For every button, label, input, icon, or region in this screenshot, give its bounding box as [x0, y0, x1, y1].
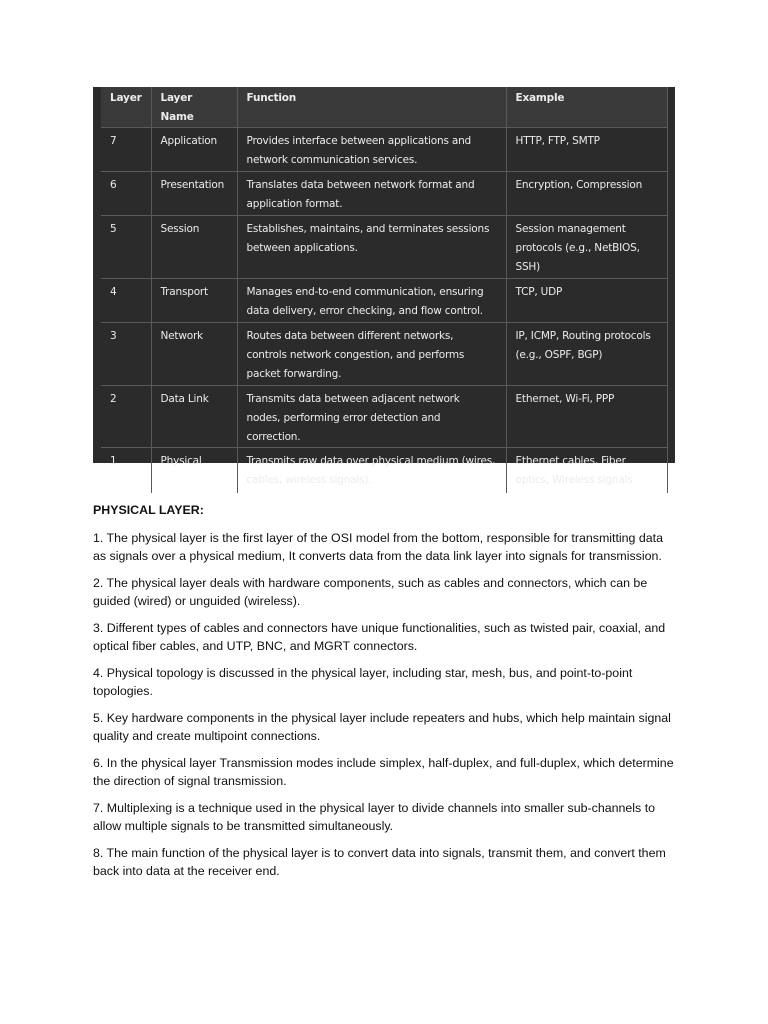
- header-example: Example: [506, 87, 667, 128]
- cell-layer-name: Data Link: [151, 386, 237, 448]
- cell-function: Translates data between network format and application format.: [237, 172, 506, 216]
- cell-example: TCP, UDP: [506, 279, 667, 323]
- cell-layer: 2: [101, 386, 151, 448]
- table-row: [101, 448, 667, 494]
- cell-layer: 5: [101, 216, 151, 279]
- cell-layer-name: Physical: [151, 448, 237, 494]
- cell-example: HTTP, FTP, SMTP: [506, 128, 667, 172]
- osi-layer-table: [101, 87, 668, 493]
- list-item: 8. The main function of the physical layer is to convert data into signals, transmit them, and convert them back into data at the receiver end.: [93, 846, 666, 878]
- list-item: 7. Multiplexing is a technique used in the physical layer to divide channels into smaller sub-channels to allow multiple signals to be transmitted simultaneously.: [93, 801, 656, 833]
- section-heading: PHYSICAL LAYER:: [93, 503, 204, 517]
- header-layer-name: Layer Name: [151, 87, 237, 128]
- cell-function: Manages end-to-end communication, ensuring data delivery, error checking, and flow control.: [237, 279, 506, 323]
- header-function: Function: [237, 87, 506, 128]
- list-item: 4. Physical topology is discussed in the physical layer, including star, mesh, bus, and point-to-point topologies.: [93, 666, 633, 698]
- cell-layer-name: Session: [151, 216, 237, 279]
- list-item: 2. The physical layer deals with hardware components, such as cables and connectors, which can be guided (wired) or unguided (wireless).: [93, 576, 648, 608]
- header-layer: Layer: [101, 87, 151, 128]
- table-row: [101, 172, 667, 216]
- list-item: 3. Different types of cables and connectors have unique functionalities, such as twisted pair, coaxial, and optical fiber cables, and UTP, BNC, and MGRT connectors.: [93, 621, 666, 653]
- cell-function: Routes data between different networks, controls network congestion, and performs packet forwarding.: [237, 323, 506, 386]
- cell-example: IP, ICMP, Routing protocols (e.g., OSPF, BGP): [506, 323, 667, 386]
- table-row: [101, 128, 667, 172]
- table-row: [101, 323, 667, 386]
- cell-layer: 6: [101, 172, 151, 216]
- physical-layer-section: [93, 501, 675, 889]
- cell-example: Ethernet cables, Fiber optics, Wireless signals: [506, 448, 667, 494]
- cell-example: Encryption, Compression: [506, 172, 667, 216]
- cell-layer-name: Presentation: [151, 172, 237, 216]
- osi-table-image: [93, 87, 675, 486]
- cell-function: Provides interface between applications and network communication services.: [237, 128, 506, 172]
- cell-layer-name: Application: [151, 128, 237, 172]
- table-row: [101, 386, 667, 448]
- list-item: 6. In the physical layer Transmission modes include simplex, half-duplex, and full-duplex, which determine the direction of signal transmission.: [93, 756, 674, 788]
- cell-layer: 3: [101, 323, 151, 386]
- table-row: [101, 216, 667, 279]
- cell-layer-name: Network: [151, 323, 237, 386]
- table-header-row: [101, 87, 667, 128]
- cell-function: Transmits raw data over physical medium (wires, cables, wireless signals).: [237, 448, 506, 494]
- cell-function: Establishes, maintains, and terminates sessions between applications.: [237, 216, 506, 279]
- cell-example: Ethernet, Wi-Fi, PPP: [506, 386, 667, 448]
- cell-layer: 1: [101, 448, 151, 494]
- cell-example: Session management protocols (e.g., NetBIOS, SSH): [506, 216, 667, 279]
- cell-function: Transmits data between adjacent network nodes, performing error detection and correction.: [237, 386, 506, 448]
- cell-layer: 7: [101, 128, 151, 172]
- table-row: [101, 279, 667, 323]
- cell-layer-name: Transport: [151, 279, 237, 323]
- cell-layer: 4: [101, 279, 151, 323]
- list-item: 5. Key hardware components in the physical layer include repeaters and hubs, which help maintain signal quality and create multipoint connections.: [93, 711, 671, 743]
- list-item: 1. The physical layer is the first layer of the OSI model from the bottom, responsible for transmitting data as signals over a physical medium, It converts data from the data link layer into signals for transmission.: [93, 531, 663, 563]
